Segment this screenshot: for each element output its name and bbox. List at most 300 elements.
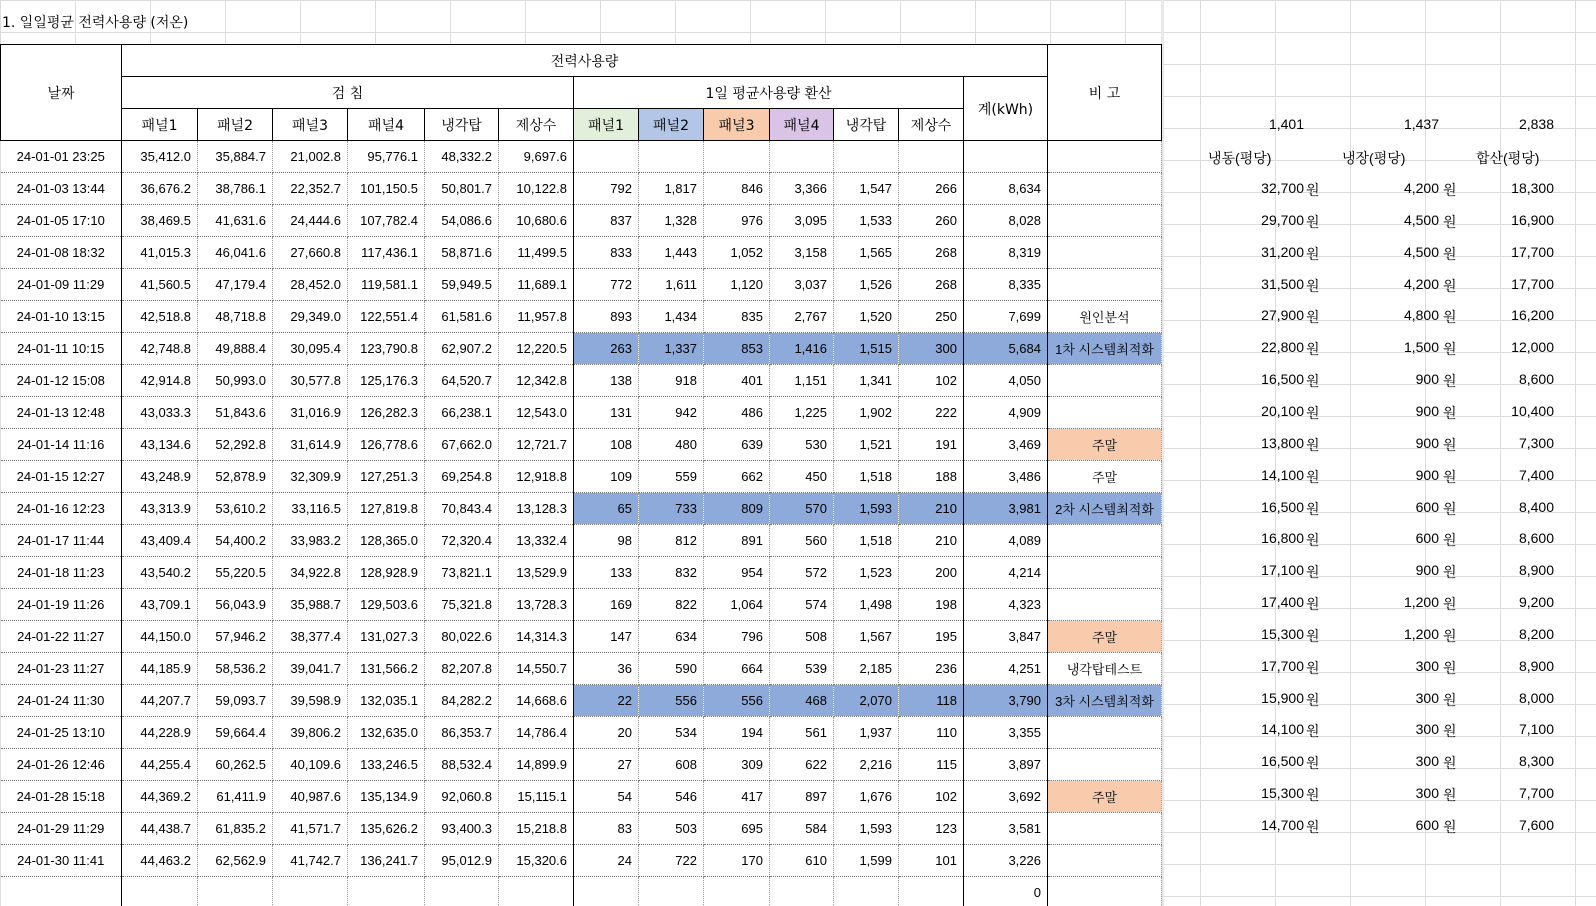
daily-cell[interactable]: 138 bbox=[574, 365, 639, 397]
daily-cell[interactable]: 1,120 bbox=[704, 269, 770, 301]
meter-cell[interactable]: 119,581.1 bbox=[348, 269, 425, 301]
meter-cell[interactable]: 47,179.4 bbox=[198, 269, 273, 301]
note-cell[interactable] bbox=[1048, 749, 1162, 781]
fridge-cost[interactable]: 4,800 bbox=[1403, 307, 1439, 324]
daily-cell[interactable]: 1,328 bbox=[639, 205, 704, 237]
meter-cell[interactable]: 135,134.9 bbox=[348, 781, 425, 813]
daily-cell[interactable]: 1,518 bbox=[834, 461, 899, 493]
meter-cell[interactable]: 14,314.3 bbox=[499, 621, 574, 653]
meter-cell[interactable]: 59,093.7 bbox=[198, 685, 273, 717]
daily-col-header-4[interactable]: 패널4 bbox=[770, 109, 834, 141]
date-cell[interactable]: 24-01-22 11:27 bbox=[1, 621, 122, 653]
fridge-cost[interactable]: 600 bbox=[1415, 498, 1439, 515]
meter-cell[interactable]: 13,128.3 bbox=[499, 493, 574, 525]
freezer-area[interactable]: 1,401 bbox=[1268, 116, 1304, 132]
meter-cell[interactable]: 62,907.2 bbox=[425, 333, 499, 365]
won-label[interactable]: 원 bbox=[1306, 277, 1320, 294]
total-cell[interactable]: 4,909 bbox=[964, 397, 1048, 429]
daily-cell[interactable]: 1,902 bbox=[834, 397, 899, 429]
meter-cell[interactable]: 67,662.0 bbox=[425, 429, 499, 461]
meter-cell[interactable]: 10,122.8 bbox=[499, 173, 574, 205]
daily-cell[interactable]: 772 bbox=[574, 269, 639, 301]
combined-cost[interactable]: 7,300 bbox=[1518, 434, 1554, 451]
meter-cell[interactable]: 15,218.8 bbox=[499, 813, 574, 845]
meter-cell[interactable]: 80,022.6 bbox=[425, 621, 499, 653]
combined-cost[interactable]: 16,200 bbox=[1511, 307, 1554, 324]
meter-cell[interactable]: 50,993.0 bbox=[198, 365, 273, 397]
note-cell[interactable]: 냉각탑테스트 bbox=[1048, 653, 1162, 685]
fridge-cost[interactable]: 300 bbox=[1415, 721, 1439, 738]
daily-cell[interactable] bbox=[770, 141, 834, 173]
meter-cell[interactable]: 93,400.3 bbox=[425, 813, 499, 845]
daily-cell[interactable]: 102 bbox=[899, 365, 964, 397]
daily-cell[interactable]: 574 bbox=[770, 589, 834, 621]
date-cell[interactable]: 24-01-16 12:23 bbox=[1, 493, 122, 525]
daily-cell[interactable]: 1,565 bbox=[834, 237, 899, 269]
daily-cell[interactable]: 3,095 bbox=[770, 205, 834, 237]
meter-cell[interactable]: 69,254.8 bbox=[425, 461, 499, 493]
daily-col-header-6[interactable]: 제상수 bbox=[899, 109, 964, 141]
note-cell[interactable] bbox=[1048, 557, 1162, 589]
note-cell[interactable] bbox=[1048, 141, 1162, 173]
freezer-cost[interactable]: 16,500 bbox=[1261, 498, 1304, 515]
meter-cell[interactable]: 12,342.8 bbox=[499, 365, 574, 397]
meter-cell[interactable]: 42,518.8 bbox=[122, 301, 198, 333]
total-cell[interactable]: 4,251 bbox=[964, 653, 1048, 685]
meter-cell[interactable]: 43,313.9 bbox=[122, 493, 198, 525]
freezer-cost[interactable]: 27,900 bbox=[1261, 307, 1304, 324]
meter-cell[interactable] bbox=[499, 877, 574, 906]
daily-cell[interactable]: 131 bbox=[574, 397, 639, 429]
daily-cell[interactable]: 508 bbox=[770, 621, 834, 653]
date-cell[interactable]: 24-01-08 18:32 bbox=[1, 237, 122, 269]
daily-cell[interactable]: 268 bbox=[899, 269, 964, 301]
meter-cell[interactable]: 92,060.8 bbox=[425, 781, 499, 813]
daily-cell[interactable]: 832 bbox=[639, 557, 704, 589]
won-label[interactable]: 원 bbox=[1443, 245, 1457, 262]
daily-cell[interactable]: 210 bbox=[899, 525, 964, 557]
daily-cell[interactable]: 809 bbox=[704, 493, 770, 525]
daily-cell[interactable]: 118 bbox=[899, 685, 964, 717]
meter-cell[interactable]: 30,095.4 bbox=[273, 333, 348, 365]
meter-cell[interactable]: 86,353.7 bbox=[425, 717, 499, 749]
won-label[interactable]: 원 bbox=[1443, 309, 1457, 326]
meter-cell[interactable]: 39,598.9 bbox=[273, 685, 348, 717]
meter-cell[interactable]: 34,922.8 bbox=[273, 557, 348, 589]
daily-cell[interactable]: 662 bbox=[704, 461, 770, 493]
freezer-cost[interactable]: 14,700 bbox=[1261, 817, 1304, 833]
date-cell[interactable]: 24-01-28 15:18 bbox=[1, 781, 122, 813]
meter-cell[interactable]: 44,463.2 bbox=[122, 845, 198, 877]
daily-cell[interactable]: 300 bbox=[899, 333, 964, 365]
total-cell[interactable]: 3,692 bbox=[964, 781, 1048, 813]
meter-cell[interactable]: 14,550.7 bbox=[499, 653, 574, 685]
daily-cell[interactable]: 822 bbox=[639, 589, 704, 621]
daily-cell[interactable]: 1,817 bbox=[639, 173, 704, 205]
fridge-cost[interactable]: 900 bbox=[1415, 434, 1439, 451]
fridge-cost[interactable]: 900 bbox=[1415, 402, 1439, 419]
daily-cell[interactable]: 610 bbox=[770, 845, 834, 877]
combined-cost[interactable]: 7,600 bbox=[1518, 817, 1554, 833]
total-cell[interactable]: 3,981 bbox=[964, 493, 1048, 525]
meter-col-header-2[interactable]: 패널2 bbox=[198, 109, 273, 141]
meter-cell[interactable]: 44,255.4 bbox=[122, 749, 198, 781]
header-power[interactable]: 전력사용량 bbox=[122, 45, 1048, 77]
meter-cell[interactable]: 55,220.5 bbox=[198, 557, 273, 589]
fridge-cost[interactable]: 1,200 bbox=[1403, 594, 1439, 611]
combined-cost[interactable]: 7,100 bbox=[1518, 721, 1554, 738]
won-label[interactable]: 원 bbox=[1306, 341, 1320, 358]
fridge-cost[interactable]: 4,500 bbox=[1403, 243, 1439, 260]
meter-cell[interactable]: 42,914.8 bbox=[122, 365, 198, 397]
meter-cell[interactable]: 84,282.2 bbox=[425, 685, 499, 717]
daily-cell[interactable]: 812 bbox=[639, 525, 704, 557]
won-label[interactable]: 원 bbox=[1306, 627, 1320, 644]
meter-col-header-1[interactable]: 패널1 bbox=[122, 109, 198, 141]
meter-cell[interactable]: 52,292.8 bbox=[198, 429, 273, 461]
combined-cost[interactable]: 8,600 bbox=[1518, 371, 1554, 388]
meter-cell[interactable]: 46,041.6 bbox=[198, 237, 273, 269]
meter-cell[interactable]: 31,016.9 bbox=[273, 397, 348, 429]
meter-cell[interactable]: 117,436.1 bbox=[348, 237, 425, 269]
date-cell[interactable]: 24-01-09 11:29 bbox=[1, 269, 122, 301]
freezer-cost[interactable]: 15,300 bbox=[1261, 785, 1304, 802]
won-label[interactable]: 원 bbox=[1443, 277, 1457, 294]
won-label[interactable]: 원 bbox=[1306, 723, 1320, 740]
date-cell[interactable]: 24-01-12 15:08 bbox=[1, 365, 122, 397]
won-label[interactable]: 원 bbox=[1443, 755, 1457, 772]
note-cell[interactable] bbox=[1048, 589, 1162, 621]
freezer-cost[interactable]: 16,500 bbox=[1261, 753, 1304, 770]
daily-cell[interactable]: 560 bbox=[770, 525, 834, 557]
daily-cell[interactable]: 572 bbox=[770, 557, 834, 589]
daily-cell[interactable]: 561 bbox=[770, 717, 834, 749]
meter-cell[interactable]: 60,262.5 bbox=[198, 749, 273, 781]
won-label[interactable]: 원 bbox=[1306, 755, 1320, 772]
daily-cell[interactable]: 639 bbox=[704, 429, 770, 461]
daily-cell[interactable]: 1,052 bbox=[704, 237, 770, 269]
won-label[interactable]: 원 bbox=[1306, 787, 1320, 804]
header-freezer[interactable]: 냉동(평당) bbox=[1208, 150, 1272, 166]
note-cell[interactable]: 주말 bbox=[1048, 461, 1162, 493]
won-label[interactable]: 원 bbox=[1306, 564, 1320, 581]
daily-cell[interactable]: 722 bbox=[639, 845, 704, 877]
date-cell[interactable]: 24-01-24 11:30 bbox=[1, 685, 122, 717]
won-label[interactable]: 원 bbox=[1443, 532, 1457, 549]
combined-cost[interactable]: 8,900 bbox=[1518, 562, 1554, 579]
daily-cell[interactable] bbox=[834, 141, 899, 173]
meter-cell[interactable]: 123,790.8 bbox=[348, 333, 425, 365]
won-label[interactable]: 원 bbox=[1443, 819, 1457, 835]
daily-cell[interactable]: 450 bbox=[770, 461, 834, 493]
date-cell[interactable]: 24-01-26 12:46 bbox=[1, 749, 122, 781]
combined-cost[interactable]: 17,700 bbox=[1511, 275, 1554, 292]
meter-cell[interactable]: 128,928.9 bbox=[348, 557, 425, 589]
daily-cell[interactable]: 468 bbox=[770, 685, 834, 717]
won-label[interactable]: 원 bbox=[1306, 213, 1320, 230]
meter-cell[interactable]: 41,560.5 bbox=[122, 269, 198, 301]
meter-cell[interactable]: 126,778.6 bbox=[348, 429, 425, 461]
meter-cell[interactable]: 12,721.7 bbox=[499, 429, 574, 461]
meter-cell[interactable]: 38,786.1 bbox=[198, 173, 273, 205]
daily-cell[interactable]: 417 bbox=[704, 781, 770, 813]
meter-cell[interactable]: 41,571.7 bbox=[273, 813, 348, 845]
total-cell[interactable]: 5,684 bbox=[964, 333, 1048, 365]
daily-cell[interactable]: 2,070 bbox=[834, 685, 899, 717]
note-cell[interactable] bbox=[1048, 877, 1162, 906]
daily-cell[interactable]: 3,037 bbox=[770, 269, 834, 301]
meter-cell[interactable]: 29,349.0 bbox=[273, 301, 348, 333]
note-cell[interactable]: 주말 bbox=[1048, 781, 1162, 813]
daily-cell[interactable]: 65 bbox=[574, 493, 639, 525]
daily-cell[interactable]: 480 bbox=[639, 429, 704, 461]
fridge-cost[interactable]: 900 bbox=[1415, 562, 1439, 579]
meter-cell[interactable]: 35,988.7 bbox=[273, 589, 348, 621]
total-cell[interactable]: 8,634 bbox=[964, 173, 1048, 205]
meter-cell[interactable]: 133,246.5 bbox=[348, 749, 425, 781]
combined-cost[interactable]: 7,400 bbox=[1518, 466, 1554, 483]
daily-cell[interactable] bbox=[704, 141, 770, 173]
freezer-cost[interactable]: 17,100 bbox=[1261, 562, 1304, 579]
meter-cell[interactable]: 30,577.8 bbox=[273, 365, 348, 397]
won-label[interactable]: 원 bbox=[1306, 309, 1320, 326]
freezer-cost[interactable]: 17,400 bbox=[1261, 594, 1304, 611]
daily-cell[interactable]: 634 bbox=[639, 621, 704, 653]
daily-cell[interactable]: 1,937 bbox=[834, 717, 899, 749]
meter-cell[interactable]: 33,983.2 bbox=[273, 525, 348, 557]
daily-cell[interactable] bbox=[639, 877, 704, 906]
header-meter[interactable]: 검 침 bbox=[122, 77, 574, 109]
meter-cell[interactable]: 38,469.5 bbox=[122, 205, 198, 237]
daily-cell[interactable]: 664 bbox=[704, 653, 770, 685]
daily-cell[interactable]: 236 bbox=[899, 653, 964, 685]
meter-cell[interactable]: 32,309.9 bbox=[273, 461, 348, 493]
freezer-cost[interactable]: 31,500 bbox=[1261, 275, 1304, 292]
meter-cell[interactable]: 28,452.0 bbox=[273, 269, 348, 301]
daily-cell[interactable]: 796 bbox=[704, 621, 770, 653]
daily-cell[interactable]: 3,366 bbox=[770, 173, 834, 205]
daily-cell[interactable]: 133 bbox=[574, 557, 639, 589]
total-cell[interactable]: 8,028 bbox=[964, 205, 1048, 237]
daily-cell[interactable]: 1,515 bbox=[834, 333, 899, 365]
meter-cell[interactable]: 43,409.4 bbox=[122, 525, 198, 557]
won-label[interactable]: 원 bbox=[1306, 436, 1320, 453]
fridge-cost[interactable]: 4,500 bbox=[1403, 211, 1439, 228]
daily-cell[interactable]: 101 bbox=[899, 845, 964, 877]
fridge-cost[interactable]: 300 bbox=[1415, 689, 1439, 706]
won-label[interactable]: 원 bbox=[1443, 500, 1457, 517]
daily-cell[interactable]: 1,523 bbox=[834, 557, 899, 589]
daily-col-header-2[interactable]: 패널2 bbox=[639, 109, 704, 141]
meter-cell[interactable]: 44,369.2 bbox=[122, 781, 198, 813]
note-cell[interactable] bbox=[1048, 269, 1162, 301]
header-note[interactable]: 비 고 bbox=[1048, 45, 1162, 141]
won-label[interactable]: 원 bbox=[1443, 691, 1457, 708]
header-combined[interactable]: 합산(평당) bbox=[1476, 150, 1540, 166]
note-cell[interactable]: 주말 bbox=[1048, 621, 1162, 653]
daily-cell[interactable]: 22 bbox=[574, 685, 639, 717]
meter-cell[interactable]: 44,185.9 bbox=[122, 653, 198, 685]
note-cell[interactable] bbox=[1048, 237, 1162, 269]
meter-cell[interactable] bbox=[273, 877, 348, 906]
daily-cell[interactable] bbox=[834, 877, 899, 906]
won-label[interactable]: 원 bbox=[1306, 596, 1320, 613]
freezer-cost[interactable]: 14,100 bbox=[1261, 466, 1304, 483]
meter-cell[interactable]: 24,444.6 bbox=[273, 205, 348, 237]
won-label[interactable]: 원 bbox=[1306, 691, 1320, 708]
meter-col-header-5[interactable]: 냉각탑 bbox=[425, 109, 499, 141]
daily-cell[interactable]: 102 bbox=[899, 781, 964, 813]
meter-cell[interactable]: 131,027.3 bbox=[348, 621, 425, 653]
daily-cell[interactable]: 2,767 bbox=[770, 301, 834, 333]
meter-cell[interactable]: 43,134.6 bbox=[122, 429, 198, 461]
meter-cell[interactable]: 12,220.5 bbox=[499, 333, 574, 365]
date-cell[interactable]: 24-01-29 11:29 bbox=[1, 813, 122, 845]
daily-cell[interactable]: 1,611 bbox=[639, 269, 704, 301]
daily-cell[interactable]: 792 bbox=[574, 173, 639, 205]
won-label[interactable]: 원 bbox=[1443, 564, 1457, 581]
daily-cell[interactable]: 309 bbox=[704, 749, 770, 781]
meter-cell[interactable]: 13,332.4 bbox=[499, 525, 574, 557]
won-label[interactable]: 원 bbox=[1443, 659, 1457, 676]
daily-cell[interactable]: 942 bbox=[639, 397, 704, 429]
meter-cell[interactable]: 12,543.0 bbox=[499, 397, 574, 429]
meter-cell[interactable]: 52,878.9 bbox=[198, 461, 273, 493]
daily-cell[interactable]: 1,547 bbox=[834, 173, 899, 205]
meter-cell[interactable]: 54,400.2 bbox=[198, 525, 273, 557]
daily-cell[interactable]: 198 bbox=[899, 589, 964, 621]
fridge-cost[interactable]: 4,200 bbox=[1403, 180, 1439, 196]
meter-cell[interactable]: 9,697.6 bbox=[499, 141, 574, 173]
daily-cell[interactable]: 250 bbox=[899, 301, 964, 333]
meter-cell[interactable]: 42,748.8 bbox=[122, 333, 198, 365]
daily-cell[interactable]: 837 bbox=[574, 205, 639, 237]
meter-cell[interactable]: 14,899.9 bbox=[499, 749, 574, 781]
note-cell[interactable] bbox=[1048, 525, 1162, 557]
meter-cell[interactable] bbox=[425, 877, 499, 906]
daily-cell[interactable]: 556 bbox=[704, 685, 770, 717]
meter-cell[interactable]: 57,946.2 bbox=[198, 621, 273, 653]
meter-cell[interactable] bbox=[198, 877, 273, 906]
daily-cell[interactable]: 170 bbox=[704, 845, 770, 877]
meter-cell[interactable]: 35,412.0 bbox=[122, 141, 198, 173]
freezer-cost[interactable]: 15,300 bbox=[1261, 625, 1304, 642]
total-cell[interactable]: 7,699 bbox=[964, 301, 1048, 333]
meter-cell[interactable]: 61,835.2 bbox=[198, 813, 273, 845]
meter-cell[interactable]: 136,241.7 bbox=[348, 845, 425, 877]
meter-cell[interactable]: 12,918.8 bbox=[499, 461, 574, 493]
total-cell[interactable]: 0 bbox=[964, 877, 1048, 906]
daily-cell[interactable]: 1,593 bbox=[834, 813, 899, 845]
daily-cell[interactable]: 1,416 bbox=[770, 333, 834, 365]
won-label[interactable]: 원 bbox=[1443, 468, 1457, 485]
combined-cost[interactable]: 7,700 bbox=[1518, 785, 1554, 802]
meter-cell[interactable]: 36,676.2 bbox=[122, 173, 198, 205]
total-cell[interactable] bbox=[964, 141, 1048, 173]
daily-cell[interactable]: 108 bbox=[574, 429, 639, 461]
meter-cell[interactable]: 59,664.4 bbox=[198, 717, 273, 749]
daily-cell[interactable]: 1,434 bbox=[639, 301, 704, 333]
daily-cell[interactable]: 2,216 bbox=[834, 749, 899, 781]
daily-cell[interactable]: 401 bbox=[704, 365, 770, 397]
won-label[interactable]: 원 bbox=[1443, 341, 1457, 358]
meter-cell[interactable]: 82,207.8 bbox=[425, 653, 499, 685]
fridge-cost[interactable]: 600 bbox=[1415, 817, 1439, 833]
won-label[interactable]: 원 bbox=[1443, 627, 1457, 644]
meter-cell[interactable] bbox=[348, 877, 425, 906]
meter-cell[interactable]: 13,728.3 bbox=[499, 589, 574, 621]
meter-cell[interactable]: 107,782.4 bbox=[348, 205, 425, 237]
date-cell[interactable]: 24-01-23 11:27 bbox=[1, 653, 122, 685]
won-label[interactable]: 원 bbox=[1443, 404, 1457, 421]
combined-cost[interactable]: 16,900 bbox=[1511, 211, 1554, 228]
won-label[interactable]: 원 bbox=[1443, 596, 1457, 613]
won-label[interactable]: 원 bbox=[1306, 182, 1320, 198]
daily-cell[interactable]: 584 bbox=[770, 813, 834, 845]
meter-cell[interactable]: 54,086.6 bbox=[425, 205, 499, 237]
meter-cell[interactable]: 61,581.6 bbox=[425, 301, 499, 333]
combined-area[interactable]: 2,838 bbox=[1518, 116, 1554, 132]
won-label[interactable]: 원 bbox=[1306, 532, 1320, 549]
meter-cell[interactable]: 70,843.4 bbox=[425, 493, 499, 525]
combined-cost[interactable]: 8,200 bbox=[1518, 625, 1554, 642]
total-cell[interactable]: 4,214 bbox=[964, 557, 1048, 589]
meter-cell[interactable]: 13,529.9 bbox=[499, 557, 574, 589]
daily-cell[interactable]: 846 bbox=[704, 173, 770, 205]
daily-cell[interactable]: 147 bbox=[574, 621, 639, 653]
meter-cell[interactable]: 127,251.3 bbox=[348, 461, 425, 493]
meter-cell[interactable]: 127,819.8 bbox=[348, 493, 425, 525]
daily-cell[interactable]: 1,518 bbox=[834, 525, 899, 557]
daily-cell[interactable]: 1,676 bbox=[834, 781, 899, 813]
daily-cell[interactable]: 530 bbox=[770, 429, 834, 461]
total-cell[interactable]: 4,089 bbox=[964, 525, 1048, 557]
date-cell[interactable]: 24-01-03 13:44 bbox=[1, 173, 122, 205]
total-cell[interactable]: 4,050 bbox=[964, 365, 1048, 397]
combined-cost[interactable]: 12,000 bbox=[1511, 339, 1554, 356]
meter-cell[interactable]: 40,987.6 bbox=[273, 781, 348, 813]
meter-cell[interactable]: 11,689.1 bbox=[499, 269, 574, 301]
daily-cell[interactable]: 27 bbox=[574, 749, 639, 781]
daily-cell[interactable]: 115 bbox=[899, 749, 964, 781]
meter-cell[interactable]: 135,626.2 bbox=[348, 813, 425, 845]
note-cell[interactable] bbox=[1048, 397, 1162, 429]
note-cell[interactable] bbox=[1048, 717, 1162, 749]
daily-cell[interactable]: 110 bbox=[899, 717, 964, 749]
freezer-cost[interactable]: 13,800 bbox=[1261, 434, 1304, 451]
meter-cell[interactable]: 43,033.3 bbox=[122, 397, 198, 429]
daily-cell[interactable]: 897 bbox=[770, 781, 834, 813]
daily-cell[interactable]: 222 bbox=[899, 397, 964, 429]
daily-cell[interactable]: 1,498 bbox=[834, 589, 899, 621]
meter-cell[interactable]: 43,540.2 bbox=[122, 557, 198, 589]
freezer-cost[interactable]: 16,800 bbox=[1261, 530, 1304, 547]
meter-cell[interactable] bbox=[122, 877, 198, 906]
won-label[interactable]: 원 bbox=[1306, 819, 1320, 835]
meter-cell[interactable]: 72,320.4 bbox=[425, 525, 499, 557]
note-cell[interactable]: 2차 시스템최적화 bbox=[1048, 493, 1162, 525]
meter-cell[interactable]: 61,411.9 bbox=[198, 781, 273, 813]
won-label[interactable]: 원 bbox=[1306, 245, 1320, 262]
freezer-cost[interactable]: 31,200 bbox=[1261, 243, 1304, 260]
note-cell[interactable]: 1차 시스템최적화 bbox=[1048, 333, 1162, 365]
meter-cell[interactable]: 41,631.6 bbox=[198, 205, 273, 237]
daily-cell[interactable]: 1,341 bbox=[834, 365, 899, 397]
daily-cell[interactable]: 486 bbox=[704, 397, 770, 429]
fridge-cost[interactable]: 300 bbox=[1415, 657, 1439, 674]
daily-cell[interactable]: 853 bbox=[704, 333, 770, 365]
combined-cost[interactable]: 9,200 bbox=[1518, 594, 1554, 611]
